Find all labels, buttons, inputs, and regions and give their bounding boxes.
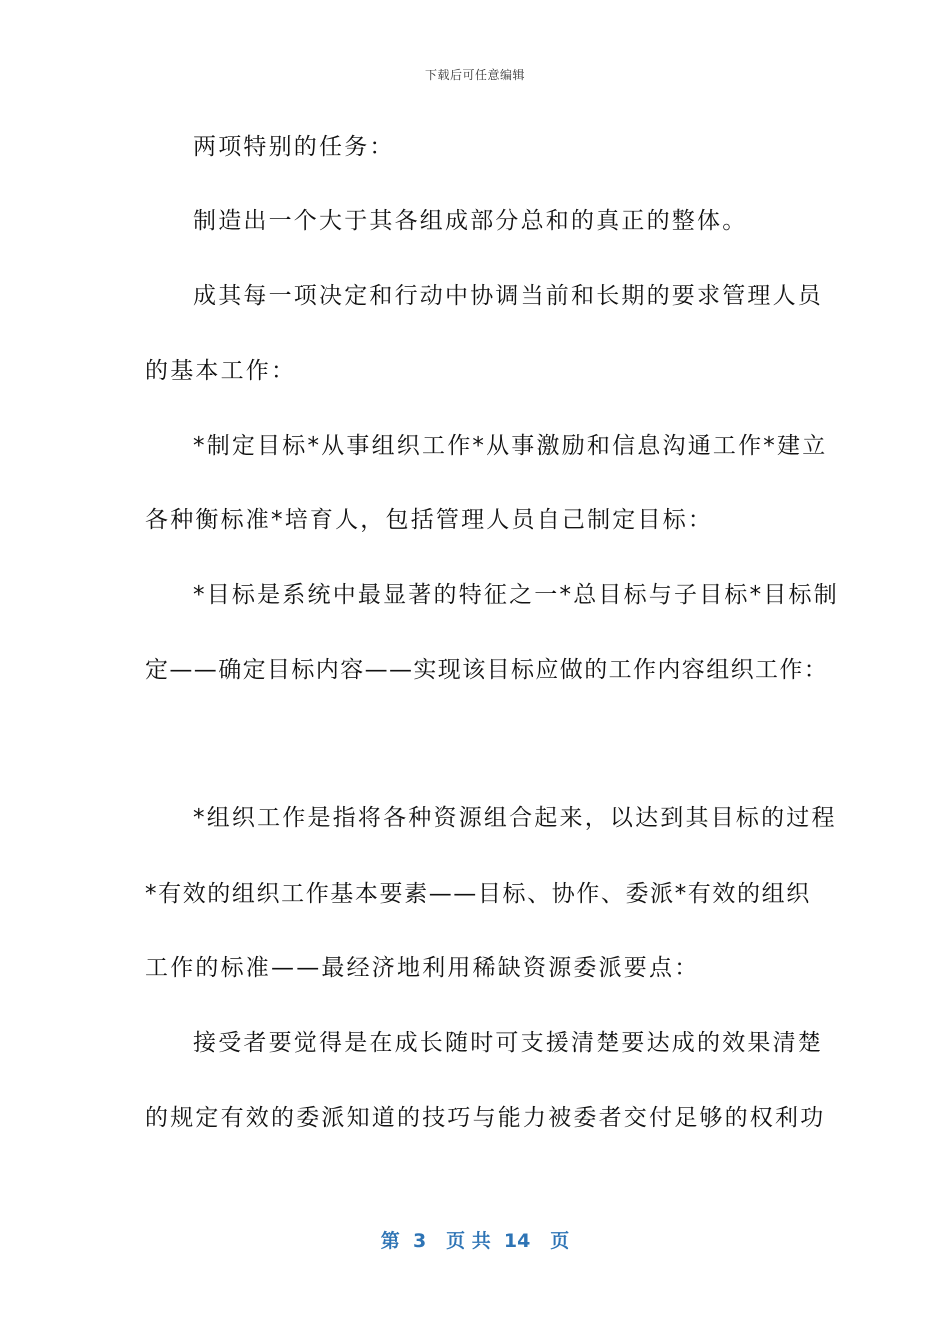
body-line-3: 成其每一项决定和行动中协调当前和长期的要求管理人员 xyxy=(193,283,823,309)
body-line-6: 各种衡标准*培育人，包括管理人员自己制定目标： xyxy=(145,507,714,533)
body-line-7: *目标是系统中最显著的特征之一*总目标与子目标*目标制 xyxy=(193,582,839,608)
body-line-2: 制造出一个大于其各组成部分总和的真正的整体。 xyxy=(193,208,748,234)
body-line-12: 接受者要觉得是在成长随时可支援清楚要达成的效果清楚 xyxy=(193,1030,823,1056)
body-line-4: 的基本工作： xyxy=(145,358,297,384)
body-line-1: 两项特别的任务： xyxy=(193,134,395,160)
body-line-5: *制定目标*从事组织工作*从事激励和信息沟通工作*建立 xyxy=(193,433,828,459)
body-line-13: 的规定有效的委派知道的技巧与能力被委者交付足够的权利功 xyxy=(145,1105,826,1131)
body-line-10: *有效的组织工作基本要素——目标、协作、委派*有效的组织 xyxy=(145,881,811,907)
page-header: 下载后可任意编辑 xyxy=(424,68,525,82)
body-line-9: *组织工作是指将各种资源组合起来，以达到其目标的过程 xyxy=(193,805,837,831)
body-line-11: 工作的标准——最经济地利用稀缺资源委派要点： xyxy=(145,955,700,981)
body-line-8: 定——确定目标内容——实现该目标应做的工作内容组织工作： xyxy=(145,657,829,683)
page-footer: 第 3 页 共 14 页 xyxy=(380,1230,570,1252)
